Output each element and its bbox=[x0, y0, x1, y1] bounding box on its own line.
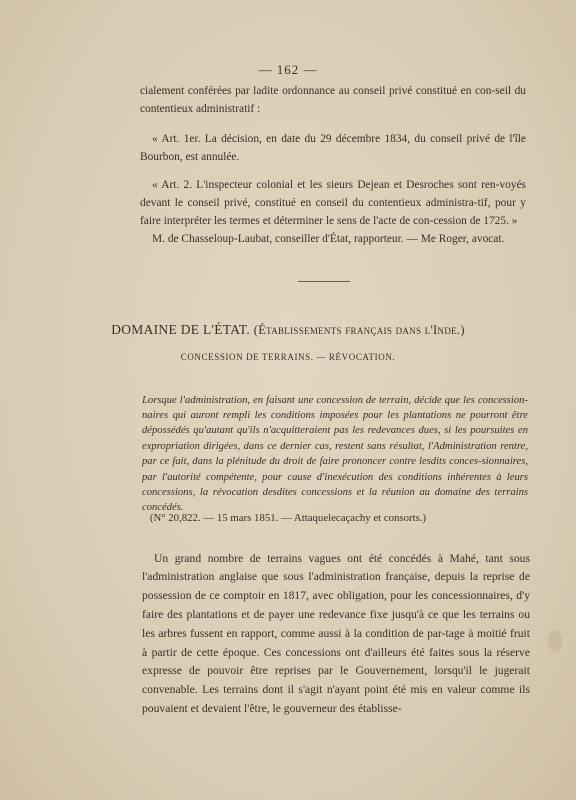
section-subheading: CONCESSION DE TERRAINS. — RÉVOCATION. bbox=[180, 352, 396, 362]
case-reference: (N° 20,822. — 15 mars 1851. — Attaquelecaçachy et consorts.) bbox=[149, 512, 427, 524]
case-summary: Lorsque l'administration, en faisant une concession de terrain, décide que les concession-naires qui auront rempli les conditions imposées pour les plantations ne pourront être dépossédés qu'autant qu'ils n'acquitteraient pas les redevances dues, si les poursuites en expropriation dirigées, dans ce dernier cas, restent sans résultat, l'Administration rentre, par ce fait, dans la plénitude du droit de faire prononcer contre lesdits conces-sionnaires, par l'autorité compétente, pour cause d'inexécution des conditions inhérentes à leurs concessions, la révocation desdites concessions et la réunion au domaine des terrains concédés. bbox=[142, 394, 528, 514]
paragraph-article-1: « Art. 1er. La décision, en date du 29 décembre 1834, du conseil privé de l'île Bourbon, est annulée. bbox=[140, 133, 526, 163]
paper-stain bbox=[548, 630, 562, 652]
heading-main: DOMAINE DE L'ÉTAT. bbox=[111, 322, 251, 337]
paragraph-article-2: « Art. 2. L'inspecteur colonial et les sieurs Dejean et Desroches sont ren-voyés devant le conseil privé, constitué en conseil du contentieux administra-tif, pour y faire interpréter les termes et déterminer le sens de l'acte de con-cession de 1725. » bbox=[140, 179, 526, 227]
section-divider bbox=[298, 281, 350, 282]
body-paragraph: Un grand nombre de terrains vagues ont été concédés à Mahé, tant sous l'administration anglaise que sous l'administration française, depuis la reprise de possession de ce comptoir en 1817, avec obligation, pour les concessionnaires, d'y faire des plantations et de payer une redevance fixe jusqu'à ce que les terrains ou les arbres fussent en rapport, comme aussi à la condition de par-tage à moitié fruit à partir de cette époque. Ces concessions ont d'ailleurs été faites sous la réserve expresse de pouvoir être reprises par le Gouvernement, lorsqu'il le jugerait convenable. Les terrains dont il s'agit n'ayant point été mis en valeur comme ils pouvaient et devaient l'être, le gouverneur des établisse- bbox=[142, 551, 530, 715]
top-text-block bbox=[140, 82, 526, 248]
paragraph-continuation: cialement conférées par ladite ordonnance au conseil privé constitué en con-seil du contentieux administratif : bbox=[140, 85, 526, 115]
paragraph-rapporteur: M. de Chasseloup-Laubat, conseiller d'État, rapporteur. — Me Roger, avocat. bbox=[152, 233, 505, 245]
section-heading bbox=[0, 322, 576, 338]
page-number: — 162 — bbox=[258, 62, 318, 77]
heading-sub: (Établissements français dans l'Inde.) bbox=[253, 323, 465, 337]
